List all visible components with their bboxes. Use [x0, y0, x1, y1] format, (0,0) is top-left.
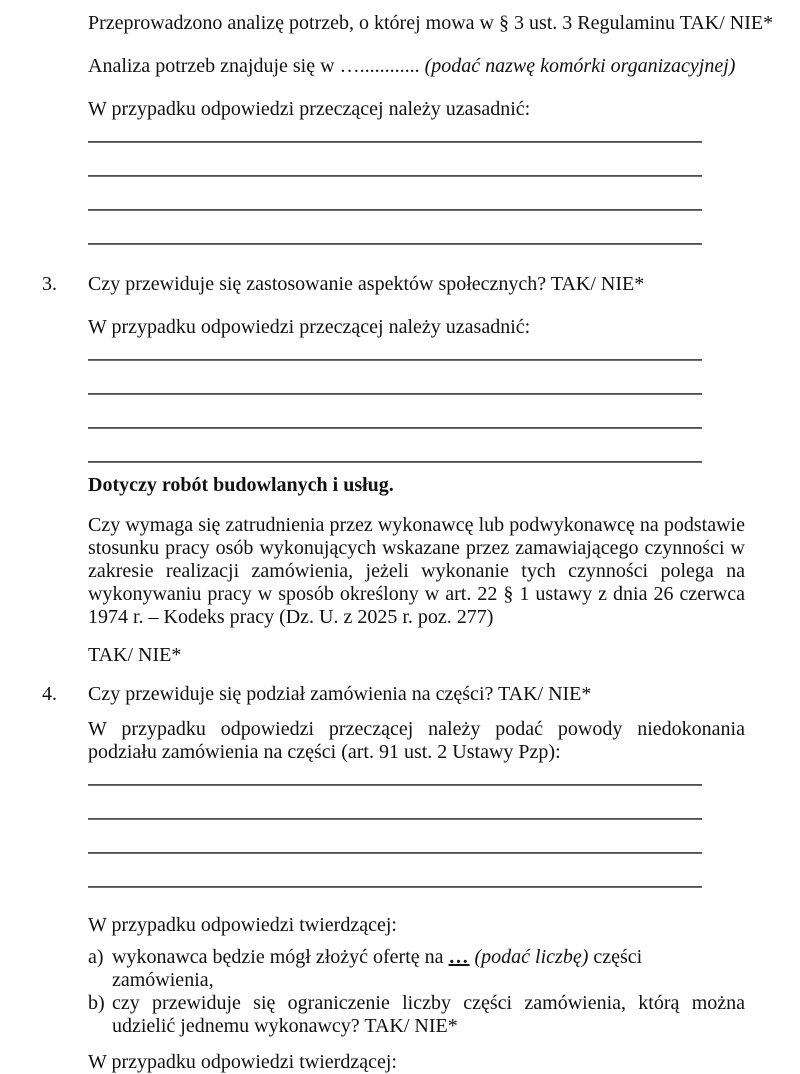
- fill-line: [88, 209, 702, 211]
- analysis-location-text: Analiza potrzeb znajduje się w …............: [88, 55, 425, 77]
- fill-line: [88, 461, 702, 463]
- sub-item-a-marker: a): [88, 946, 104, 968]
- affirmative-prompt-2: W przypadku odpowiedzi twierdzącej:: [88, 1051, 397, 1073]
- fill-line: [88, 393, 702, 395]
- section-heading-construction: Dotyczy robót budowlanych i usług.: [88, 474, 394, 496]
- fill-line: [88, 886, 702, 888]
- fill-line: [88, 243, 702, 245]
- item-4-number: 4.: [42, 683, 57, 705]
- offer-parts-text-before: wykonawca będzie mógł złożyć ofertę na: [112, 946, 449, 968]
- blank-lines-group-2: [88, 359, 745, 463]
- sub-item-b: [88, 992, 745, 1038]
- offer-parts-text: [112, 946, 745, 992]
- fill-line: [88, 818, 702, 820]
- item-4-question: Czy przewiduje się podział zamówienia na części? TAK/ NIE*: [88, 683, 592, 705]
- affirmative-prompt: W przypadku odpowiedzi twierdzącej:: [88, 914, 397, 936]
- item-4: [42, 683, 745, 706]
- sub-item-b-marker: b): [88, 992, 105, 1014]
- item-3-number: 3.: [42, 273, 57, 295]
- tak-nie-answer: TAK/ NIE*: [88, 644, 182, 666]
- analysis-location-line: [88, 55, 745, 78]
- item-3-question: Czy przewiduje się zastosowanie aspektów społecznych? TAK/ NIE*: [88, 273, 645, 295]
- sub-item-a: [88, 946, 745, 992]
- justification-prompt: W przypadku odpowiedzi przeczącej należy uzasadnić:: [88, 98, 531, 120]
- limit-parts-text: czy przewiduje się ograniczenie liczby części zamówienia, którą można udzielić jednemu wykonawcy? TAK/ NIE*: [112, 992, 745, 1037]
- analysis-location-note: (podać nazwę komórki organizacyjnej): [424, 55, 736, 77]
- fill-line: [88, 427, 702, 429]
- fill-line: [88, 141, 702, 143]
- offer-parts-text-after: części zamówienia,: [112, 946, 643, 991]
- blank-lines-group-3: [88, 784, 745, 888]
- item-3: [42, 273, 745, 296]
- fill-line: [88, 852, 702, 854]
- division-reasons-prompt: W przypadku odpowiedzi przeczącej należy podać powody niedokonania podziału zamówienia na części (art. 91 ust. 2 Ustawy Pzp):: [88, 718, 745, 763]
- parts-blank: …: [448, 946, 470, 968]
- justification-prompt-2: W przypadku odpowiedzi przeczącej należy uzasadnić:: [88, 316, 531, 338]
- fill-line: [88, 359, 702, 361]
- analysis-conducted-text: Przeprowadzono analizę potrzeb, o której mowa w § 3 ust. 3 Regulaminu TAK/ NIE*: [88, 12, 774, 34]
- employment-requirement-text: Czy wymaga się zatrudnienia przez wykonawcę lub podwykonawcę na podstawie stosunku pracy osób wykonujących wskazane przez zamawiającego czynności w zakresie realizacji zamówienia, jeżeli wykonanie tych czynności polega na wykonywaniu pracy w sposób określony w art. 22 § 1 ustawy z dnia 26 czerwca 1974 r. – Kodeks pracy (Dz. U. z 2025 r. poz. 277): [88, 514, 745, 628]
- fill-line: [88, 175, 702, 177]
- fill-line: [88, 784, 702, 786]
- parts-count-note: (podać liczbę): [469, 946, 589, 968]
- blank-lines-group-1: [88, 141, 745, 245]
